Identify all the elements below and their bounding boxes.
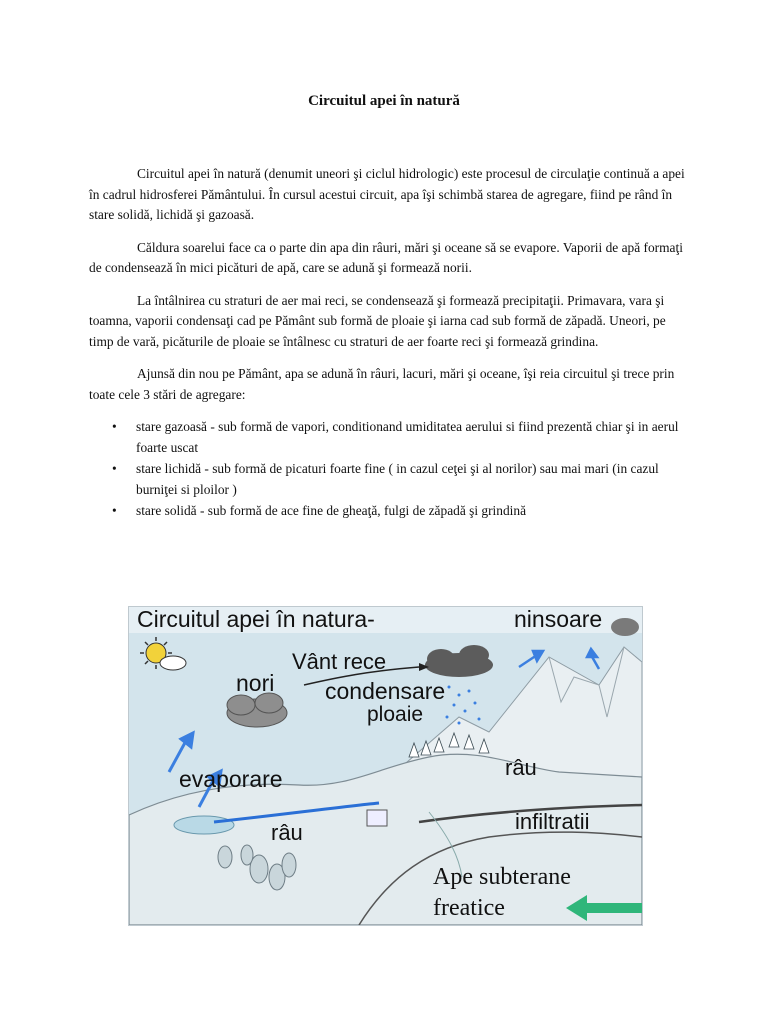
label-condensation: condensare — [325, 678, 446, 704]
snow-cloud-icon — [611, 618, 639, 636]
list-item — [89, 459, 689, 500]
label-groundwater-1: Ape subterane — [433, 864, 571, 890]
label-river-lower: râu — [271, 820, 303, 845]
document-title: Circuitul apei în natură — [308, 93, 460, 109]
label-infiltration: infiltratii — [515, 809, 590, 834]
lake — [174, 816, 234, 834]
paragraph-precipitation: La întâlnirea cu straturi de aer mai reci, se condensează şi formează precipitaţii. Primavara, vara şi toamna, vaporii condensaţi cad pe Pământ sub formă de ploaie şi iarna cad sub formă de zăpadă. Uneori, pe timp de vară, picăturile de ploaie se întâlnesc cu straturi de aer foarte reci şi formează grindina. — [89, 292, 666, 349]
bullet-icon: • — [112, 503, 117, 518]
list-item-text: stare lichidă - sub formă de picaturi foarte fine ( in cazul ceţei şi al norilor) sau mai mari (in cazul burniţei si ploilor ) — [136, 461, 659, 497]
paragraph-intro: Circuitul apei în natură (denumit uneori şi ciclul hidrologic) este procesul de circulaţie continuă a apei în cadrul hidrosferei Pământului. În cursul acestui circuit, apa îşi schimbă starea de agregare, fiind pe rând în stare solidă, lichidă şi gazoasă. — [89, 166, 685, 222]
document-body — [89, 164, 689, 523]
bullet-icon: • — [112, 419, 117, 434]
list-item-text: stare solidă - sub formă de ace fine de gheaţă, fulgi de zăpadă şi grindină — [136, 503, 527, 518]
label-snow: ninsoare — [514, 607, 603, 632]
bullet-icon: • — [112, 461, 117, 476]
list-item — [89, 501, 689, 522]
house — [367, 810, 387, 826]
water-cycle-illustration — [129, 607, 642, 925]
water-cycle-figure — [128, 606, 643, 926]
label-rain: ploaie — [367, 703, 424, 726]
label-river-upper: râu — [505, 755, 537, 780]
label-groundwater-2: freatice — [433, 895, 505, 921]
states-list — [89, 417, 689, 522]
list-item — [89, 417, 689, 458]
cloud-icon — [227, 693, 287, 727]
paragraph-cycle: Ajunsă din nou pe Pământ, apa se adună în râuri, lacuri, mări şi oceane, îşi reia circuitul şi trece prin toate cele 3 stări de agregare: — [89, 366, 675, 402]
label-clouds: nori — [236, 670, 275, 696]
figure-title: Circuitul apei în natura- — [137, 607, 375, 632]
label-cold-wind: Vânt rece — [292, 649, 387, 674]
paragraph-evaporation: Căldura soarelui face ca o parte din apa din râuri, mări şi oceane să se evapore. Vaporii de apă formaţi de condensează în mici picături de apă, care se adună şi formează norii. — [89, 239, 683, 275]
list-item-text: stare gazoasă - sub formă de vapori, conditionand umiditatea aerului si fiind prezentă chiar şi in aerul foarte uscat — [136, 419, 679, 455]
label-evaporation: evaporare — [179, 766, 283, 792]
